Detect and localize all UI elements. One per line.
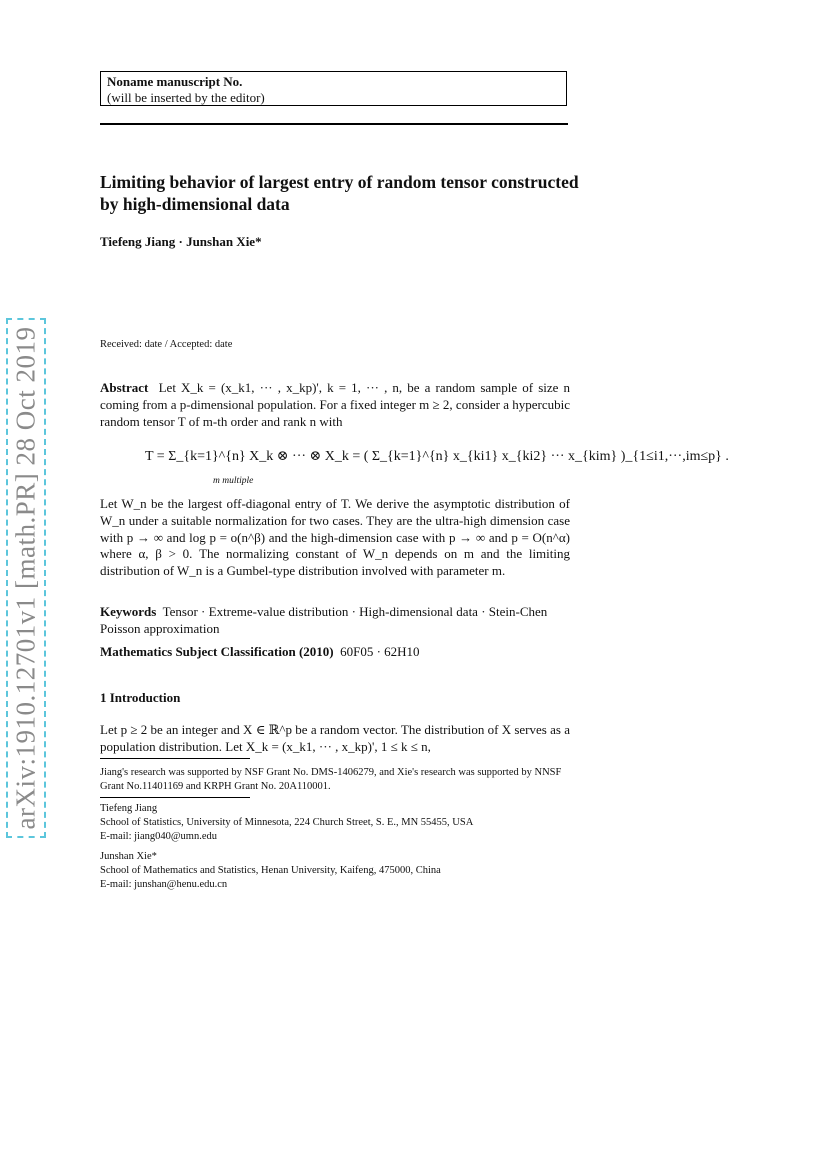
equation-tensor [145, 440, 729, 490]
msc [100, 644, 420, 660]
manuscript-box [100, 71, 567, 106]
author2-name: Junshan Xie* [100, 851, 157, 862]
paper-title: Limiting behavior of largest entry of random tensor constructed by high-dimensional data [100, 172, 579, 214]
author2-affiliation: School of Mathematics and Statistics, Henan University, Kaifeng, 475000, China [100, 865, 441, 876]
abstract-intro [100, 380, 570, 430]
received-line: Received: date / Accepted: date [100, 339, 233, 350]
funding-footnote: Jiang's research was supported by NSF Grant No. DMS-1406279, and Xie's research was supported by NNSF Grant No.11401169 and KRPH Grant No. 20A110001. [100, 767, 562, 792]
author1-name: Tiefeng Jiang [100, 803, 158, 814]
footnote-rule-2 [100, 797, 250, 798]
footnote-rule-1 [100, 758, 250, 759]
arxiv-stamp [6, 318, 46, 838]
authors: Tiefeng Jiang · Junshan Xie* [100, 234, 262, 249]
abstract-text2: Let W_n be the largest off-diagonal entry of T. We derive the asymptotic distribution of W_n under a suitable normalization for two cases. They are the ultra-high dimension case with p → ∞ and log p = o(n^β) and the high-dimension case with p → ∞ and p = O(n^α) where α, β > 0. The normalizing constant of W_n depends on m and the limiting distribution of W_n is a Gumbel-type distribution involved with parameter m. [100, 496, 570, 579]
manuscript-box-line1: Noname manuscript No. [107, 74, 243, 89]
author2-block [100, 850, 570, 892]
msc-label: Mathematics Subject Classification (2010) [100, 644, 334, 659]
keywords-label: Keywords [100, 604, 157, 619]
manuscript-box-line2: (will be inserted by the editor) [107, 90, 265, 105]
author2-email: E-mail: junshan@henu.edu.cn [100, 879, 228, 890]
author1-block [100, 802, 570, 844]
header-rule [100, 123, 568, 125]
abstract-text1: Let X_k = (x_k1, ··· , x_kp)', k = 1, ··· , n, be a random sample of size n coming from a p-dimensional population. For a fixed integer m ≥ 2, consider a hypercubic random tensor T of m-th order and rank n with [100, 380, 571, 429]
author1-affiliation: School of Statistics, University of Minnesota, 224 Church Street, S. E., MN 55455, USA [100, 817, 474, 828]
brace-label: m multiple [213, 476, 254, 486]
author1-email: E-mail: jiang040@umn.edu [100, 831, 217, 842]
abstract-label: Abstract [100, 380, 149, 395]
msc-text: 60F05 · 62H10 [340, 644, 420, 659]
intro-paragraph: Let p ≥ 2 be an integer and X ∈ ℝ^p be a random vector. The distribution of X serves as a population distribution. Let X_k = (x_k1, ··· , x_kp)', 1 ≤ k ≤ n, [100, 722, 570, 754]
keywords [100, 603, 570, 637]
section-heading: 1 Introduction [100, 690, 181, 705]
keywords-text: Tensor · Extreme-value distribution · High-dimensional data · Stein-Chen Poisson approximation [100, 604, 548, 636]
arxiv-stamp-text: arXiv:1910.12701v1 [math.PR] 28 Oct 2019 [10, 326, 41, 830]
equation-text: T = Σ_{k=1}^{n} X_k ⊗ ··· ⊗ X_k = ( Σ_{k=1}^{n} x_{ki1} x_{ki2} ··· x_{kim} )_{1≤i1,···,im≤p} . [145, 449, 729, 464]
